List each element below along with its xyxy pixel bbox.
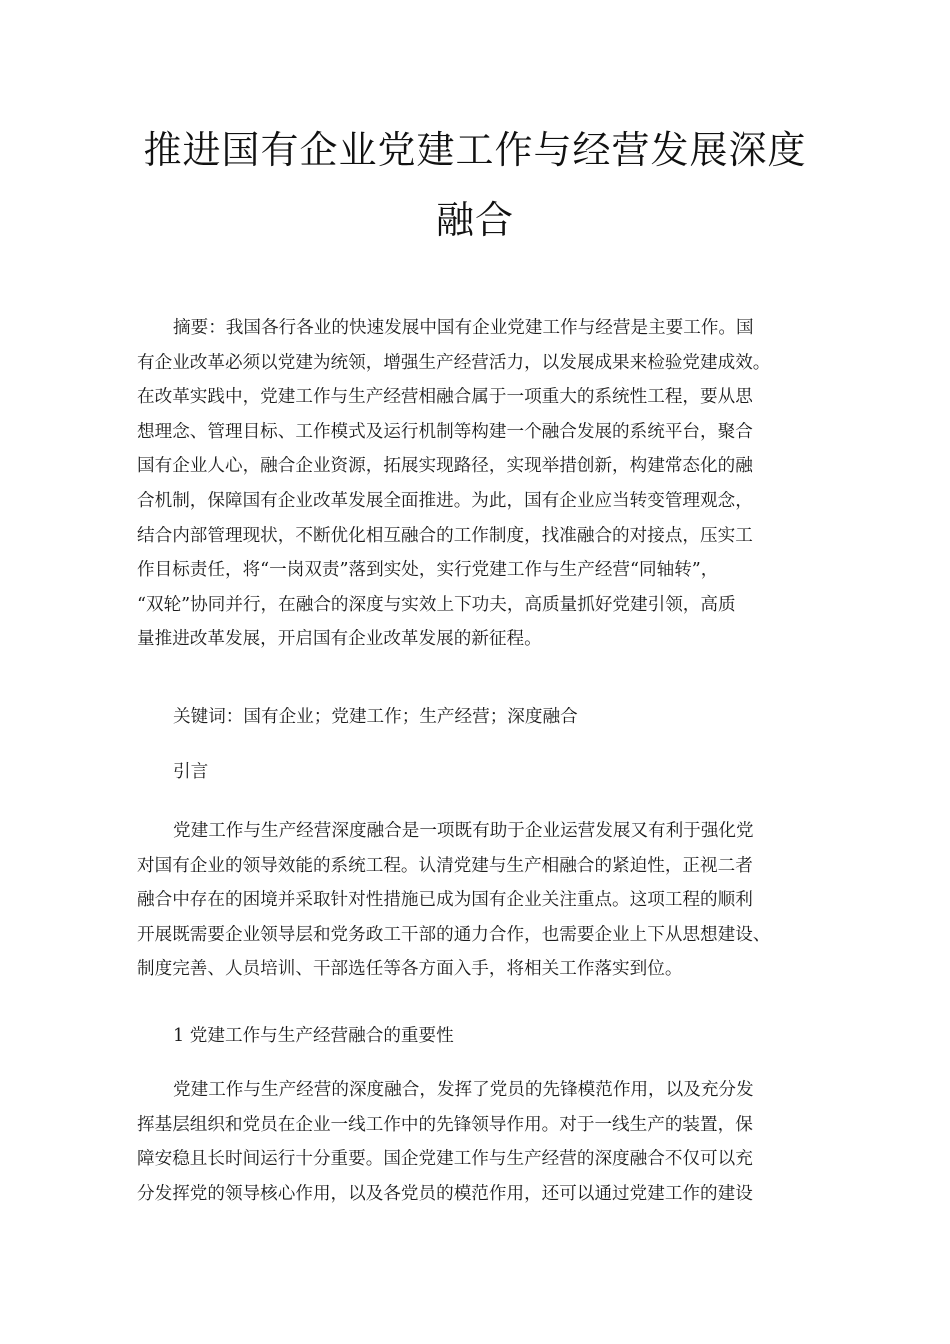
abstract-line: “双轮”协同并行，在融合的深度与实效上下功夫，高质量抓好党建引领，高质 [137,594,736,615]
section-1-line: 分发挥党的领导核心作用，以及各党员的模范作用，还可以通过党建工作的建设 [137,1183,753,1204]
abstract-line: 想理念、管理目标、工作模式及运行机制等构建一个融合发展的系统平台，聚合 [137,421,753,442]
abstract-line: 结合内部管理现状，不断优化相互融合的工作制度，找准融合的对接点，压实工 [137,525,753,546]
intro-line: 制度完善、人员培训、干部选任等各方面入手，将相关工作落实到位。 [137,959,683,980]
intro-line: 对国有企业的领导效能的系统工程。认清党建与生产相融合的紧迫性，正视二者 [137,855,753,876]
section-1-line: 党建工作与生产经营的深度融合，发挥了党员的先锋模范作用，以及充分发 [173,1080,754,1100]
keywords-line: 关键词：国有企业；党建工作；生产经营；深度融合 [173,707,578,727]
abstract-line: 作目标责任，将“一岗双责”落到实处，实行党建工作与生产经营“同轴转”， [137,560,719,581]
section-1-paragraph [137,1073,817,1211]
abstract-line: 摘要：我国各行各业的快速发展中国有企业党建工作与经营是主要工作。国 [173,318,754,338]
abstract-line: 在改革实践中，党建工作与生产经营相融合属于一项重大的系统性工程，要从思 [137,387,753,408]
intro-paragraph [137,814,817,987]
section-1-line: 挥基层组织和党员在企业一线工作中的先锋领导作用。对于一线生产的装置，保 [137,1114,753,1135]
abstract-line: 有企业改革必须以党建为统领，增强生产经营活力，以发展成果来检验党建成效。 [137,352,771,373]
document-title-line-1: 推进国有企业党建工作与经营发展深度 [143,128,807,172]
abstract-line: 国有企业人心，融合企业资源，拓展实现路径，实现举措创新，构建常态化的融 [137,456,753,477]
document-title-line-2: 融合 [435,198,514,242]
section-1-line: 障安稳且长时间运行十分重要。国企党建工作与生产经营的深度融合不仅可以充 [137,1149,753,1170]
intro-line: 开展既需要企业领导层和党务政工干部的通力合作，也需要企业上下从思想建设、 [137,924,771,945]
abstract-paragraph [137,311,817,657]
abstract-line: 合机制，保障国有企业改革发展全面推进。为此，国有企业应当转变管理观念， [137,490,753,511]
intro-heading: 引言 [173,762,209,782]
abstract-line: 量推进改革发展，开启国有企业改革发展的新征程。 [137,629,542,650]
intro-line: 党建工作与生产经营深度融合是一项既有助于企业运营发展又有利于强化党 [173,821,754,841]
intro-line: 融合中存在的困境并采取针对性措施已成为国有企业关注重点。这项工程的顺利 [137,890,753,911]
section-1-heading: 1 党建工作与生产经营融合的重要性 [173,1026,454,1046]
